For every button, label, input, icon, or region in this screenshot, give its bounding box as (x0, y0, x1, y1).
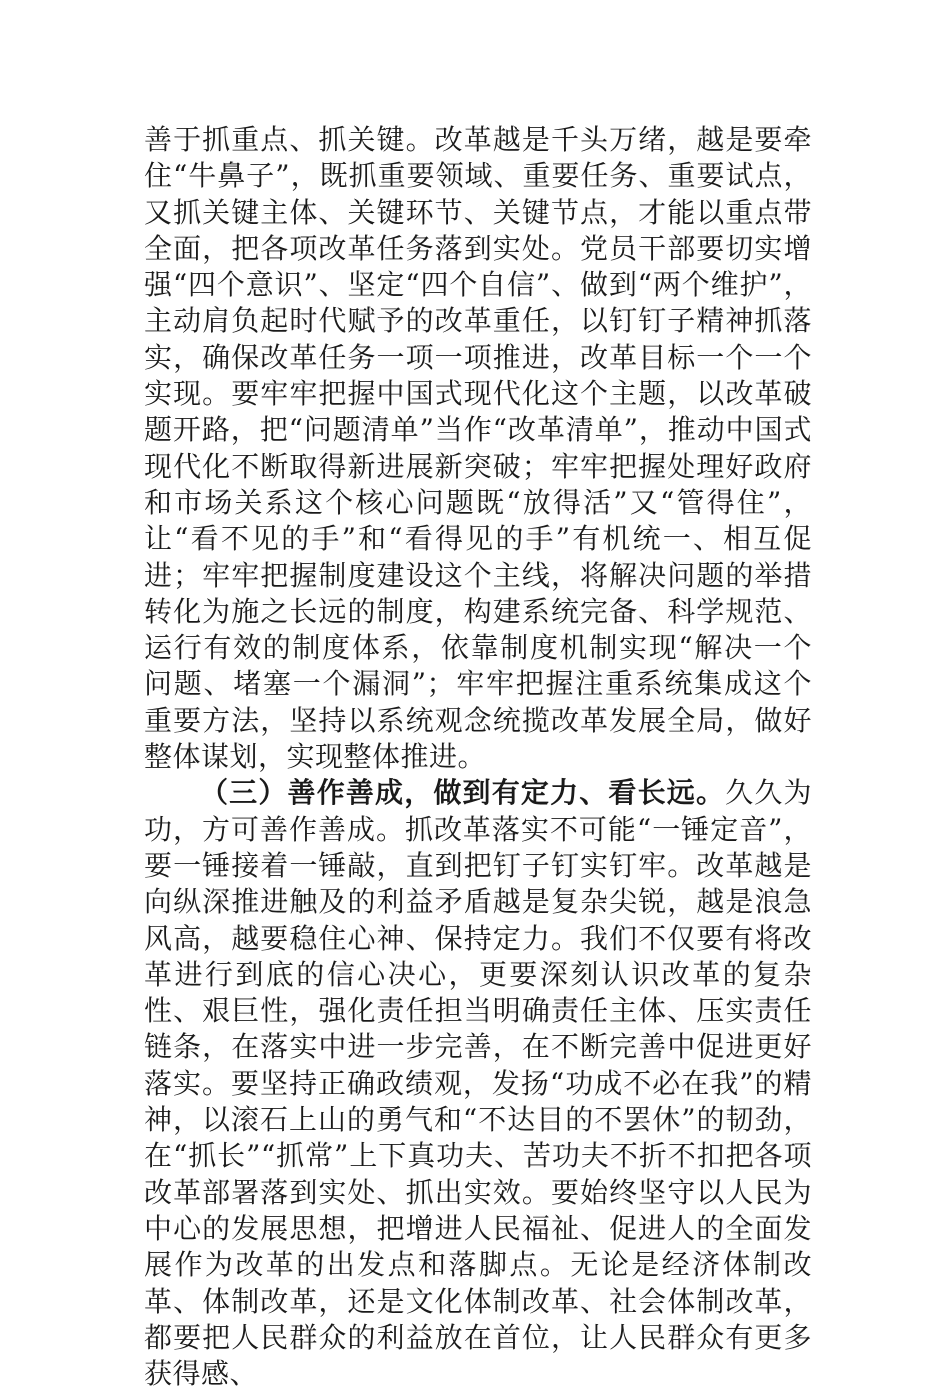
document-body (144, 122, 812, 1392)
paragraph-2 (144, 775, 812, 1392)
paragraph-2-text: 久久为功，方可善作善成。抓改革落实不可能“一锤定音”，要一锤接着一锤敲，直到把钉子钉实钉牢。改革越是向纵深推进触及的利益矛盾越是复杂尖锐，越是浪急风高，越要稳住心神、保持定力。我们不仅要有将改革进行到底的信心决心，更要深刻认识改革的复杂性、艰巨性，强化责任担当明确责任主体、压实责任链条，在落实中进一步完善，在不断完善中促进更好落实。要坚持正确政绩观，发扬“功成不必在我”的精神，以滚石上山的勇气和“不达目的不罢休”的韧劲，在“抓长”“抓常”上下真功夫、苦功夫不折不扣把各项改革部署落到实处、抓出实效。要始终坚守以人民为中心的发展思想，把增进人民福祉、促进人的全面发展作为改革的出发点和落脚点。无论是经济体制改革、体制改革，还是文化体制改革、社会体制改革，都要把人民群众的利益放在首位，让人民群众有更多获得感、 (144, 776, 812, 1391)
paragraph-1 (144, 122, 812, 775)
paragraph-1-text: 善于抓重点、抓关键。改革越是千头万绪，越是要牵住“牛鼻子”，既抓重要领域、重要任务、重要试点，又抓关键主体、关键环节、关键节点，才能以重点带全面，把各项改革任务落到实处。党员干部要切实增强“四个意识”、坚定“四个自信”、做到“两个维护”，主动肩负起时代赋予的改革重任，以钉钉子精神抓落实，确保改革任务一项一项推进，改革目标一个一个实现。要牢牢把握中国式现代化这个主题，以改革破题开路，把“问题清单”当作“改革清单”，推动中国式现代化不断取得新进展新突破；牢牢把握处理好政府和市场关系这个核心问题既“放得活”又“管得住”，让“看不见的手”和“看得见的手”有机统一、相互促进；牢牢把握制度建设这个主线，将解决问题的举措转化为施之长远的制度，构建系统完备、科学规范、运行有效的制度体系，依靠制度机制实现“解决一个问题、堵塞一个漏洞”；牢牢把握注重系统集成这个重要方法，坚持以系统观念统揽改革发展全局，做好整体谋划，实现整体推进。 (144, 123, 812, 774)
section-heading: （三）善作善成，做到有定力、看长远。 (200, 776, 726, 810)
